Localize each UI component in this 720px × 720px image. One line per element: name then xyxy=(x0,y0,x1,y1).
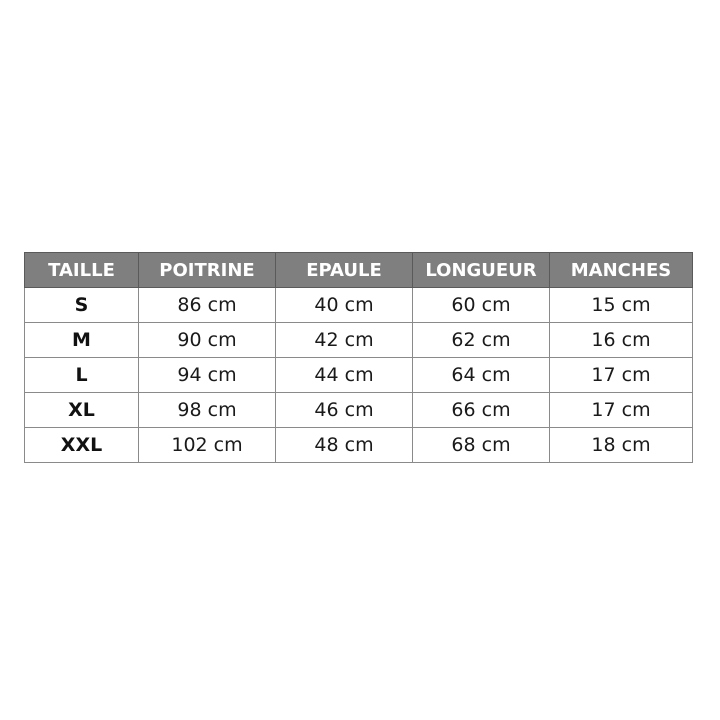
epaule-cell: 46 cm xyxy=(276,393,413,428)
longueur-cell: 64 cm xyxy=(413,358,550,393)
table-row xyxy=(25,323,693,358)
epaule-cell: 44 cm xyxy=(276,358,413,393)
header-manches: MANCHES xyxy=(550,253,693,288)
header-epaule: EPAULE xyxy=(276,253,413,288)
table-row xyxy=(25,393,693,428)
manches-cell: 17 cm xyxy=(550,358,693,393)
epaule-cell: 40 cm xyxy=(276,288,413,323)
table-row xyxy=(25,428,693,463)
size-cell: S xyxy=(25,288,139,323)
manches-cell: 18 cm xyxy=(550,428,693,463)
poitrine-cell: 98 cm xyxy=(139,393,276,428)
manches-cell: 15 cm xyxy=(550,288,693,323)
poitrine-cell: 94 cm xyxy=(139,358,276,393)
longueur-cell: 60 cm xyxy=(413,288,550,323)
longueur-cell: 62 cm xyxy=(413,323,550,358)
longueur-cell: 68 cm xyxy=(413,428,550,463)
table-row xyxy=(25,288,693,323)
manches-cell: 16 cm xyxy=(550,323,693,358)
table-row xyxy=(25,358,693,393)
poitrine-cell: 86 cm xyxy=(139,288,276,323)
epaule-cell: 48 cm xyxy=(276,428,413,463)
header-row xyxy=(25,253,693,288)
header-poitrine: POITRINE xyxy=(139,253,276,288)
size-cell: L xyxy=(25,358,139,393)
longueur-cell: 66 cm xyxy=(413,393,550,428)
poitrine-cell: 90 cm xyxy=(139,323,276,358)
size-cell: XXL xyxy=(25,428,139,463)
size-cell: XL xyxy=(25,393,139,428)
manches-cell: 17 cm xyxy=(550,393,693,428)
header-taille: TAILLE xyxy=(25,253,139,288)
size-cell: M xyxy=(25,323,139,358)
epaule-cell: 42 cm xyxy=(276,323,413,358)
size-chart-table xyxy=(24,252,693,463)
poitrine-cell: 102 cm xyxy=(139,428,276,463)
header-longueur: LONGUEUR xyxy=(413,253,550,288)
